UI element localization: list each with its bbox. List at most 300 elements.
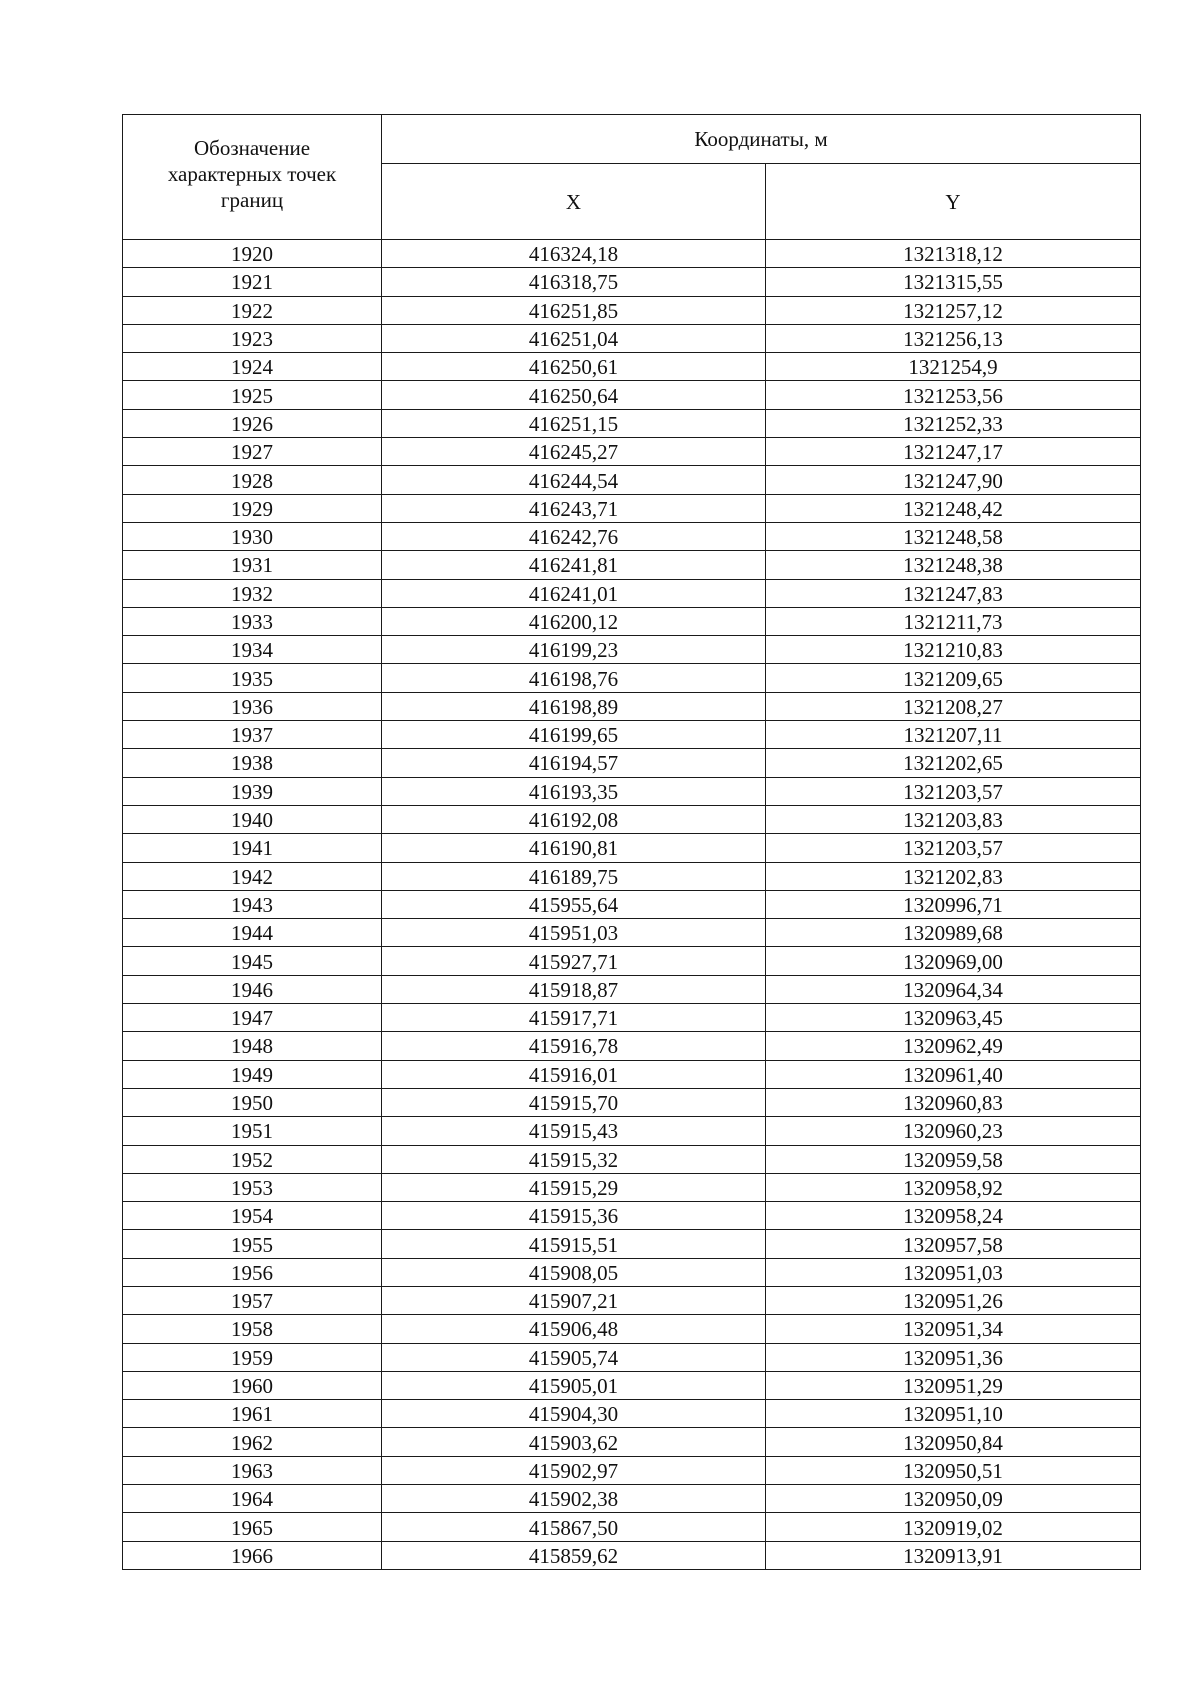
y-coordinate-cell (766, 1513, 1141, 1541)
point-cell (123, 1117, 382, 1145)
point-cell (123, 1032, 382, 1060)
y-coordinate-cell-text: 1321208,27 (903, 694, 1003, 719)
x-coordinate-cell (382, 1117, 766, 1145)
point-cell-text: 1926 (231, 411, 273, 436)
x-coordinate-cell-text: 416200,12 (528, 610, 619, 634)
y-coordinate-cell (766, 522, 1141, 550)
y-coordinate-cell (766, 1428, 1141, 1456)
table-row (123, 296, 1141, 324)
table-row (123, 1371, 1141, 1399)
x-coordinate-cell (382, 1428, 766, 1456)
point-cell-text: 1960 (231, 1374, 273, 1399)
x-coordinate-cell-text: 416193,35 (528, 779, 619, 804)
table-row (123, 1428, 1141, 1456)
y-coordinate-cell-text: 1320950,51 (903, 1458, 1003, 1483)
y-coordinate-cell-text: 1320963,45 (903, 1006, 1003, 1031)
x-coordinate-cell-text: 416199,23 (528, 638, 619, 663)
x-coordinate-cell (382, 777, 766, 805)
point-cell-text: 1936 (231, 694, 273, 719)
x-coordinate-cell (382, 296, 766, 324)
y-coordinate-cell (766, 975, 1141, 1003)
point-cell (123, 522, 382, 550)
table-row (123, 1315, 1141, 1343)
table-row (123, 1202, 1141, 1230)
y-coordinate-cell-text: 1320959,58 (903, 1147, 1003, 1172)
point-cell (123, 692, 382, 720)
y-coordinate-cell (766, 296, 1141, 324)
x-coordinate-cell-text: 415902,97 (528, 1458, 619, 1483)
point-cell (123, 1286, 382, 1314)
x-coordinate-cell-text: 415916,01 (528, 1062, 619, 1087)
point-cell (123, 494, 382, 522)
y-coordinate-cell-text: 1321203,83 (903, 808, 1003, 833)
table-row (123, 1060, 1141, 1088)
point-cell (123, 1400, 382, 1428)
point-cell (123, 1343, 382, 1371)
y-coordinate-cell (766, 353, 1141, 381)
point-column-header (123, 115, 382, 240)
x-coordinate-cell-text: 416190,81 (528, 836, 619, 861)
point-cell (123, 438, 382, 466)
point-cell (123, 1371, 382, 1399)
y-coordinate-cell-text: 1321247,17 (903, 440, 1003, 465)
x-coordinate-cell (382, 749, 766, 777)
point-cell-text: 1921 (231, 270, 273, 295)
point-cell-text: 1955 (231, 1232, 273, 1257)
point-cell-text: 1931 (231, 553, 273, 578)
x-coordinate-cell (382, 1485, 766, 1513)
point-cell-text: 1948 (231, 1034, 273, 1059)
y-coordinate-cell (766, 438, 1141, 466)
table-header (123, 115, 1141, 240)
x-coordinate-cell-text: 415905,01 (528, 1374, 619, 1399)
y-coordinate-cell-text: 1320960,23 (903, 1119, 1003, 1144)
point-cell-text: 1941 (231, 836, 273, 861)
y-coordinate-cell-text: 1321202,65 (903, 751, 1003, 776)
x-coordinate-cell-text: 415906,48 (528, 1317, 619, 1342)
x-coordinate-cell-text: 415904,30 (528, 1402, 619, 1427)
y-coordinate-cell-text: 1320951,03 (903, 1260, 1003, 1285)
x-coordinate-cell (382, 1400, 766, 1428)
x-coordinate-cell (382, 1004, 766, 1032)
point-cell (123, 1088, 382, 1116)
table-row (123, 579, 1141, 607)
x-coordinate-cell-text: 415955,64 (528, 892, 619, 917)
x-coordinate-cell (382, 721, 766, 749)
point-cell (123, 862, 382, 890)
y-coordinate-cell (766, 1541, 1141, 1569)
y-coordinate-cell-text: 1321210,83 (903, 638, 1003, 663)
point-cell-text: 1965 (231, 1515, 273, 1540)
y-coordinate-cell-text: 1320951,26 (903, 1289, 1003, 1314)
y-coordinate-cell-text: 1320951,10 (903, 1402, 1003, 1427)
point-cell (123, 749, 382, 777)
x-coordinate-cell-text: 415867,50 (528, 1515, 619, 1540)
y-coordinate-cell-text: 1320919,02 (903, 1515, 1003, 1540)
point-cell-text: 1940 (231, 808, 273, 833)
point-cell-text: 1964 (231, 1487, 273, 1512)
point-cell-text: 1962 (231, 1430, 273, 1455)
x-coordinate-cell (382, 692, 766, 720)
x-coordinate-cell (382, 1541, 766, 1569)
table-row (123, 1173, 1141, 1201)
y-coordinate-cell-text: 1321248,38 (903, 553, 1003, 578)
y-coordinate-cell (766, 1032, 1141, 1060)
point-cell-text: 1924 (231, 355, 273, 380)
point-cell-text: 1938 (231, 751, 273, 776)
y-coordinate-cell (766, 890, 1141, 918)
table-row (123, 1286, 1141, 1314)
table-row (123, 947, 1141, 975)
table-row (123, 1513, 1141, 1541)
x-coordinate-cell (382, 466, 766, 494)
point-cell (123, 1258, 382, 1286)
y-coordinate-cell (766, 1230, 1141, 1258)
table-row (123, 721, 1141, 749)
y-column-header: Y (766, 164, 1141, 240)
y-coordinate-cell (766, 749, 1141, 777)
x-coordinate-cell-text: 416198,76 (528, 666, 619, 691)
x-coordinate-cell (382, 522, 766, 550)
point-cell-text: 1947 (231, 1006, 273, 1031)
table-row (123, 1541, 1141, 1569)
y-coordinate-cell (766, 494, 1141, 522)
y-coordinate-cell (766, 636, 1141, 664)
y-coordinate-cell-text: 1321256,13 (903, 327, 1003, 352)
y-coordinate-cell (766, 607, 1141, 635)
table-body (123, 240, 1141, 1570)
x-coordinate-cell-text: 415915,36 (528, 1204, 619, 1229)
x-coordinate-cell-text: 416244,54 (528, 468, 619, 493)
x-coordinate-cell-text: 416245,27 (528, 440, 619, 465)
y-coordinate-cell (766, 1060, 1141, 1088)
point-cell (123, 919, 382, 947)
y-coordinate-cell (766, 664, 1141, 692)
x-coordinate-cell (382, 1088, 766, 1116)
x-coordinate-cell-text: 415859,62 (528, 1543, 619, 1568)
point-cell-text: 1937 (231, 723, 273, 748)
x-coordinate-cell (382, 353, 766, 381)
table-row (123, 975, 1141, 1003)
point-cell (123, 721, 382, 749)
x-coordinate-cell (382, 324, 766, 352)
table-row (123, 409, 1141, 437)
x-coordinate-cell-text: 416251,15 (528, 411, 619, 436)
point-cell (123, 947, 382, 975)
y-coordinate-cell (766, 1456, 1141, 1484)
table-row (123, 1456, 1141, 1484)
x-coordinate-cell (382, 1032, 766, 1060)
y-coordinate-cell-text: 1321203,57 (903, 779, 1003, 804)
point-cell (123, 268, 382, 296)
x-coordinate-cell (382, 1230, 766, 1258)
point-cell-text: 1961 (231, 1402, 273, 1427)
x-coordinate-cell-text: 416318,75 (528, 270, 619, 295)
point-cell (123, 1428, 382, 1456)
y-coordinate-cell-text: 1320996,71 (903, 892, 1003, 917)
x-coordinate-cell (382, 1258, 766, 1286)
point-cell (123, 607, 382, 635)
x-coordinate-cell (382, 381, 766, 409)
y-coordinate-cell-text: 1320961,40 (903, 1062, 1003, 1087)
point-cell-text: 1929 (231, 496, 273, 521)
y-coordinate-cell-text: 1320962,49 (903, 1034, 1003, 1059)
point-cell (123, 636, 382, 664)
y-coordinate-cell (766, 777, 1141, 805)
table-row (123, 834, 1141, 862)
point-cell-text: 1932 (231, 581, 273, 606)
y-coordinate-cell-text: 1321247,83 (903, 581, 1003, 606)
x-coordinate-cell-text: 416250,64 (528, 383, 619, 408)
x-coordinate-cell (382, 268, 766, 296)
x-coordinate-cell-text: 415908,05 (528, 1260, 619, 1285)
point-cell (123, 324, 382, 352)
point-cell (123, 777, 382, 805)
y-coordinate-cell (766, 409, 1141, 437)
y-coordinate-cell-text: 1320964,34 (903, 977, 1003, 1002)
point-cell (123, 409, 382, 437)
y-coordinate-cell-text: 1320958,24 (903, 1204, 1003, 1229)
x-coordinate-cell-text: 416242,76 (528, 525, 619, 550)
point-cell (123, 890, 382, 918)
x-coordinate-cell-text: 415918,87 (528, 977, 619, 1002)
table-row (123, 1258, 1141, 1286)
table-row (123, 240, 1141, 268)
point-cell-text: 1952 (231, 1147, 273, 1172)
y-coordinate-cell-text: 1321202,83 (903, 864, 1003, 889)
point-cell-text: 1944 (231, 921, 273, 946)
point-cell-text: 1951 (231, 1119, 273, 1144)
x-coordinate-cell-text: 415915,43 (528, 1119, 619, 1144)
table-row (123, 862, 1141, 890)
x-coordinate-cell-text: 416324,18 (528, 242, 619, 267)
point-column-header-label: Обозначение характерных точек границ (167, 136, 337, 212)
x-coordinate-cell-text: 415915,32 (528, 1147, 619, 1172)
x-coordinate-cell-text: 415915,51 (528, 1232, 619, 1257)
table-row (123, 919, 1141, 947)
x-coordinate-cell-text: 416192,08 (528, 808, 619, 833)
point-cell (123, 1541, 382, 1569)
y-coordinate-cell (766, 1371, 1141, 1399)
point-cell-text: 1950 (231, 1091, 273, 1116)
x-coordinate-cell-text: 415915,70 (528, 1091, 619, 1116)
y-coordinate-cell (766, 1117, 1141, 1145)
x-coordinate-cell (382, 438, 766, 466)
y-coordinate-cell (766, 1004, 1141, 1032)
x-coordinate-cell (382, 1145, 766, 1173)
table-row (123, 1004, 1141, 1032)
y-coordinate-cell (766, 240, 1141, 268)
table-row (123, 692, 1141, 720)
x-coordinate-cell-text: 415915,29 (528, 1175, 619, 1200)
x-coordinate-cell-text: 415905,74 (528, 1345, 619, 1370)
point-cell-text: 1953 (231, 1175, 273, 1200)
table-row (123, 890, 1141, 918)
x-coordinate-cell (382, 805, 766, 833)
x-coordinate-cell (382, 240, 766, 268)
y-coordinate-cell (766, 1145, 1141, 1173)
x-coordinate-cell-text: 415902,38 (528, 1487, 619, 1512)
y-coordinate-cell (766, 805, 1141, 833)
y-coordinate-cell (766, 947, 1141, 975)
table-row (123, 636, 1141, 664)
point-cell (123, 1145, 382, 1173)
y-coordinate-cell-text: 1320913,91 (903, 1543, 1003, 1568)
y-coordinate-cell (766, 551, 1141, 579)
table-row (123, 1032, 1141, 1060)
y-coordinate-cell-text: 1320950,84 (903, 1430, 1003, 1455)
table-row (123, 466, 1141, 494)
table-row (123, 1117, 1141, 1145)
x-coordinate-cell (382, 636, 766, 664)
x-coordinate-cell-text: 416199,65 (528, 723, 619, 748)
table-row (123, 551, 1141, 579)
x-coordinate-cell-text: 416251,85 (528, 298, 619, 323)
y-coordinate-cell (766, 692, 1141, 720)
point-cell-text: 1945 (231, 949, 273, 974)
y-coordinate-cell-text: 1321211,73 (903, 610, 1003, 634)
y-coordinate-cell-text: 1321318,12 (903, 242, 1003, 267)
x-coordinate-cell (382, 947, 766, 975)
x-coordinate-cell (382, 1286, 766, 1314)
y-coordinate-cell-text: 1321253,56 (903, 383, 1003, 408)
y-coordinate-cell-text: 1320957,58 (903, 1232, 1003, 1257)
point-cell-text: 1930 (231, 525, 273, 550)
x-coordinate-cell (382, 919, 766, 947)
x-coordinate-cell (382, 664, 766, 692)
x-coordinate-cell-text: 415917,71 (528, 1006, 619, 1031)
point-cell-text: 1923 (231, 327, 273, 352)
point-cell-text: 1939 (231, 779, 273, 804)
x-coordinate-cell (382, 409, 766, 437)
point-cell-text: 1920 (231, 242, 273, 267)
table-row (123, 268, 1141, 296)
y-coordinate-cell-text: 1320989,68 (903, 921, 1003, 946)
point-cell (123, 240, 382, 268)
point-cell-text: 1963 (231, 1458, 273, 1483)
x-coordinate-cell (382, 834, 766, 862)
x-coordinate-cell (382, 1060, 766, 1088)
table-row (123, 438, 1141, 466)
point-cell-text: 1956 (231, 1260, 273, 1285)
y-coordinate-cell (766, 862, 1141, 890)
x-coordinate-cell (382, 975, 766, 1003)
table-row (123, 1145, 1141, 1173)
table-row (123, 607, 1141, 635)
x-coordinate-cell (382, 1456, 766, 1484)
point-cell (123, 664, 382, 692)
point-cell (123, 466, 382, 494)
y-coordinate-cell-text: 1321248,58 (903, 525, 1003, 550)
x-column-header: X (382, 164, 766, 240)
point-cell (123, 353, 382, 381)
x-coordinate-cell-text: 415951,03 (528, 921, 619, 946)
point-cell-text: 1935 (231, 666, 273, 691)
point-cell-text: 1958 (231, 1317, 273, 1342)
point-cell-text: 1957 (231, 1289, 273, 1314)
point-cell-text: 1943 (231, 892, 273, 917)
table-row (123, 1343, 1141, 1371)
point-cell (123, 1513, 382, 1541)
y-coordinate-cell-text: 1321203,57 (903, 836, 1003, 861)
x-coordinate-cell-text: 415907,21 (528, 1289, 619, 1314)
point-cell (123, 805, 382, 833)
x-coordinate-cell-text: 416189,75 (528, 864, 619, 889)
y-coordinate-cell-text: 1321209,65 (903, 666, 1003, 691)
table-row (123, 1088, 1141, 1116)
y-coordinate-cell-text: 1321315,55 (903, 270, 1003, 295)
y-coordinate-cell (766, 1343, 1141, 1371)
y-coordinate-cell (766, 1485, 1141, 1513)
table-row (123, 664, 1141, 692)
point-cell (123, 1173, 382, 1201)
point-cell (123, 296, 382, 324)
y-coordinate-cell (766, 268, 1141, 296)
point-cell-text: 1922 (231, 298, 273, 323)
x-coordinate-cell-text: 416241,81 (528, 553, 619, 578)
point-cell-text: 1934 (231, 638, 273, 663)
x-coordinate-cell (382, 1371, 766, 1399)
point-cell-text: 1954 (231, 1204, 273, 1229)
y-coordinate-cell-text: 1320969,00 (903, 949, 1003, 974)
y-coordinate-cell-text: 1321247,90 (903, 468, 1003, 493)
x-coordinate-cell (382, 551, 766, 579)
y-coordinate-cell (766, 1088, 1141, 1116)
y-coordinate-cell-text: 1321257,12 (903, 298, 1003, 323)
x-coordinate-cell (382, 607, 766, 635)
point-cell (123, 579, 382, 607)
y-coordinate-cell (766, 579, 1141, 607)
point-cell (123, 1202, 382, 1230)
y-coordinate-cell (766, 834, 1141, 862)
y-coordinate-cell-text: 1320951,36 (903, 1345, 1003, 1370)
point-cell (123, 1060, 382, 1088)
y-coordinate-cell-text: 1320951,29 (903, 1374, 1003, 1399)
coordinates-table (122, 114, 1141, 1570)
y-coordinate-cell (766, 1173, 1141, 1201)
x-coordinate-cell (382, 862, 766, 890)
x-coordinate-cell (382, 890, 766, 918)
y-coordinate-cell (766, 381, 1141, 409)
point-cell-text: 1966 (231, 1543, 273, 1568)
point-cell-text: 1942 (231, 864, 273, 889)
y-coordinate-cell-text: 1321254,9 (908, 355, 998, 380)
table-row (123, 1230, 1141, 1258)
point-cell-text: 1927 (231, 440, 273, 465)
point-cell-text: 1928 (231, 468, 273, 493)
point-cell (123, 834, 382, 862)
y-coordinate-cell (766, 1202, 1141, 1230)
y-coordinate-cell-text: 1320960,83 (903, 1091, 1003, 1116)
y-coordinate-cell (766, 721, 1141, 749)
point-cell (123, 1456, 382, 1484)
y-coordinate-cell (766, 466, 1141, 494)
point-cell-text: 1959 (231, 1345, 273, 1370)
y-coordinate-cell (766, 919, 1141, 947)
table-row (123, 494, 1141, 522)
y-coordinate-cell (766, 1258, 1141, 1286)
table-row (123, 749, 1141, 777)
x-coordinate-cell-text: 415916,78 (528, 1034, 619, 1059)
table-row (123, 353, 1141, 381)
x-coordinate-cell-text: 416250,61 (528, 355, 619, 380)
table-row (123, 522, 1141, 550)
table-row (123, 1485, 1141, 1513)
point-cell (123, 551, 382, 579)
point-cell (123, 1315, 382, 1343)
table-row (123, 324, 1141, 352)
point-cell-text: 1946 (231, 977, 273, 1002)
